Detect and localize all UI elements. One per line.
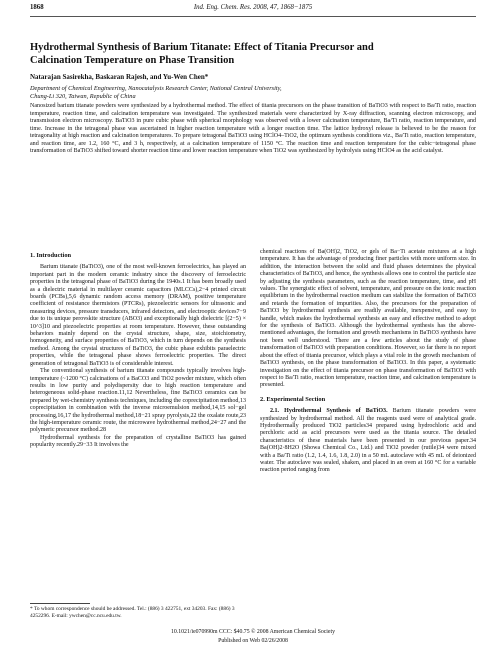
paragraph	[260, 408, 476, 475]
page-number: 1868	[30, 4, 44, 11]
right-column	[260, 249, 476, 475]
header-rule	[30, 16, 476, 17]
footnote-rule	[30, 603, 90, 604]
section-heading-experimental: 2. Experimental Section	[260, 395, 326, 403]
paragraph: chemical reactions of Ba(OH)2, TiO2, or gels of Ba−Ti acetate mixtures at a high temperature. It has the advantage of producing finer particles with more uniform size. In addition, the interaction between the solid and fluid phases determines the physical characteristics of BaTiO3, and hence, the synthesis allows one to control the particle size by adjusting the synthesis parameters, such as the reaction temperature, time, and pH values. The synergistic effect of solvent, temperature, and pressure on the ionic reaction equilibrium in the hydrothermal reaction medium can stabilize the formation of BaTiO3 and retards the formation of impurities. Also, the precursors for the preparation of BaTiO3 by hydrothermal synthesis are readily available, inexpensive, and easy to handle, which makes the hydrothermal synthesis an easy and effective method to adopt for the synthesis of BaTiO3. Although the hydrothermal synthesis has the above-mentioned advantages, the formation and growth mechanisms in BaTiO3 synthesis have not been well understood. There are a few articles about the study of phase transformation of BaTiO3 with preparation conditions. However, so far there is no report about the effect of titania precursor, which plays a vital role in the growth mechanism of BaTiO3 synthesis, on the phase transformation of BaTiO3. In this paper, a systematic investigation on the effect of titania precursor on phase transformation of BaTiO3 with respect to Ba/Ti ratio, reaction temperature, reaction time, and calcination temperature is presented.	[260, 249, 476, 389]
abstract: Nanosized barium titanate powders were synthesized by a hydrothermal method. The effect of titania precursors on the phase transition of BaTiO3 with respect to Ba/Ti ratio, reaction temperature, reaction time, and calcination temperature was investigated. The synthesized materials were characterized by X-ray diffraction, scanning electron microscopy, and transmission electron microscopy. BaTiO3 in pure cubic phase with spherical morphology was observed with a lower calcination temperature, Ba/Ti ratio, reaction temperature, and time. Increase in the tetragonal phase was ascertained in higher reaction temperature with a longer reaction time. The lattice hydroxyl release is believed to be the reason for tetragonality at high reaction and calcination temperatures. To prepare tetragonal BaTiO3 using HClO4–TiO2, the optimum synthesis conditions viz., Ba/Ti ratio, reaction temperature, and reaction time, are 1.2, 160 °C, and 3 h, respectively, at a calcination temperature of 1150 °C. The reaction time and reaction temperature for the cubic−tetragonal phase transformation of BaTiO3 shifted toward shorter reaction time and lower reaction temperature when TiO2 was synthesized by hydrolysis using HClO4 as the acid catalyst.	[30, 103, 476, 155]
journal-citation: Ind. Eng. Chem. Res. 2008, 47, 1868−1875	[193, 4, 313, 11]
author-list: Natarajan Sasirekha, Baskaran Rajesh, and Yu-Wen Chen*	[30, 73, 209, 81]
title-line: Calcination Temperature on Phase Transition	[30, 55, 235, 66]
affiliation	[30, 85, 476, 101]
affiliation-line: Chung-Li 320, Taiwan, Republic of China	[30, 93, 136, 100]
doi-line: 10.1021/ie070990m CCC: $40.75 © 2008 American Chemical Society	[171, 629, 335, 635]
title-line: Hydrothermal Synthesis of Barium Titanate: Effect of Titania Precursor and	[30, 42, 374, 53]
paragraph: Hydrothermal synthesis for the preparation of crystalline BaTiO3 has gained popularity recently.29−33 It involves the	[30, 434, 246, 449]
affiliation-line: Department of Chemical Engineering, Nanocatalysis Research Center, National Central University,	[30, 85, 282, 92]
subsection-heading: 2.1. Hydrothermal Synthesis of BaTiO3.	[270, 408, 388, 415]
subsection-text: Barium titanate powders were synthesized by hydrothermal method. All the reagents used were of analytical grade. Hydrothermally produced TiO2 particles34 prepared using hydrochloric acid and perchloric acid as acid precursors were used as the titania source. The detailed characteristics of these materials have been presented in our previous paper.34 Ba(OH)2·8H2O (Showa Chemical Co., Ltd.) and TiO2 powder (rutile)34 were mixed with a Ba/Ti ratio (1.2, 1.4, 1.6, 1.8, 2.0) in a 50 mL autoclave with 45 mL of deionized water. The autoclave was sealed, shaken, and placed in an oven at 160 °C for a variable reaction period ranging from	[260, 408, 476, 474]
section-heading-introduction: 1. Introduction	[30, 252, 72, 259]
correspondence-footnote: * To whom correspondence should be addressed. Tel.: (886) 3 422751, ext 34203. Fax: (886) 3 4252296. E-mail: ywchen@cc.ncu.edu.tw.	[30, 606, 235, 619]
paper-title	[30, 41, 476, 67]
left-column	[30, 252, 246, 450]
paragraph: The conventional synthesis of barium titanate compounds typically involves high-temperature (~1200 °C) calcinations of a BaCO3 and TiO2 powder mixture, which often results in low purity and polydispersity due to high reaction temperature and heterogeneous solid-phase reaction.11,12 Nevertheless, fine BaTiO3 ceramics can be prepared by wet-chemistry synthesis techniques, including the coprecipitation method,13 coprecipitation in combination with the inverse microemulsion method,14,15 sol−gel processing,16,17 the hydrothermal method,18−21 spray pyrolysis,22 the oxalate route,23 the high-temperature ceramic route, the microwave hydrothermal method,24−27 and the polymeric precursor method.28	[30, 368, 246, 434]
paragraph: Barium titanate (BaTiO3), one of the most well-known ferroelectrics, has played an important part in the modern ceramic industry since the discovery of ferroelectric properties in the tetragonal phase of BaTiO3 during the 1940s.1 It has been broadly used as a dielectric material in multilayer ceramic capacitors (MLCCs),2−4 printed circuit boards (PCBs),5,6 dynamic random access memory (DRAM), positive temperature coefficient of resistance thermistors (PTCRs), piezoelectric sensors for ultrasonic and measuring devices, pressure transducers, infrared detectors, and electrooptic devices7−9 due to its unique perovskite structure (ABO3) and exceptionally high dielectric [(2−5) × 10^3]10 and piezoelectric properties at room temperature. However, these outstanding behaviors mainly depend on the crystal structure, shape, size, stoichiometry, homogeneity, and surface properties of BaTiO3, which in turn depends on the synthesis method. Among the crystal structures of BaTiO3, the cubic phase exhibits paraelectric properties, while the tetragonal phase shows ferroelectric properties. The direct generation of tetragonal BaTiO3 is of considerable interest.	[30, 264, 246, 367]
published-line: Published on Web 02/26/2008	[218, 638, 288, 644]
